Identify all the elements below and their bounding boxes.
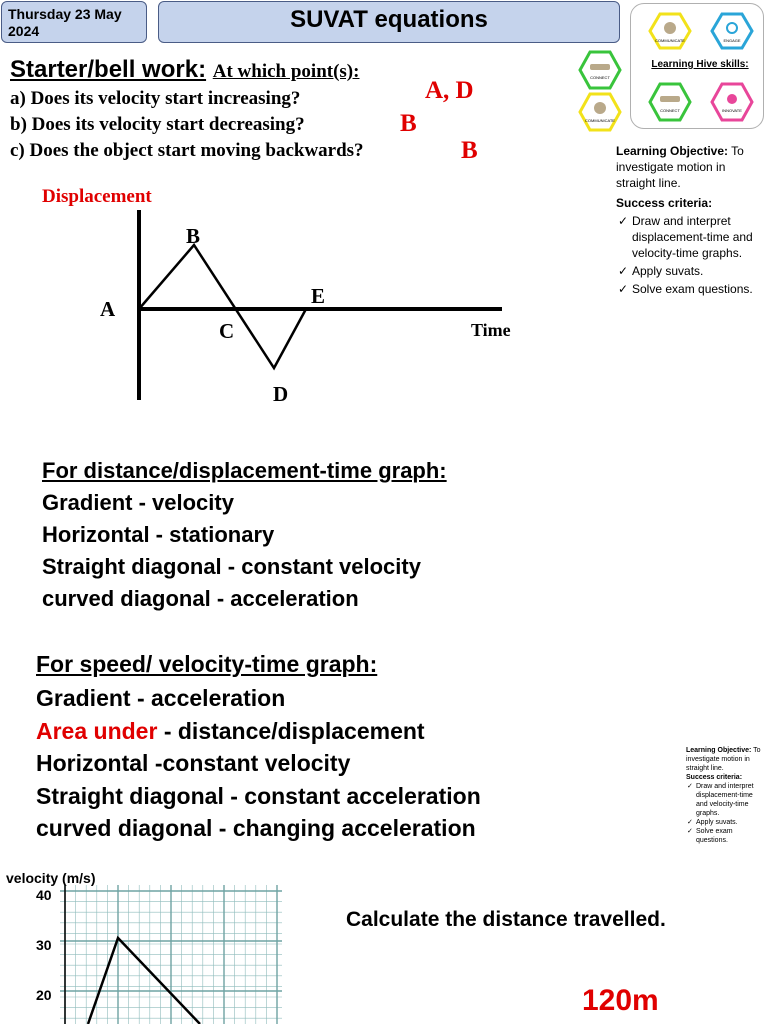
- answer-c: B: [461, 137, 478, 164]
- hive-badges: [576, 4, 766, 138]
- page-title: SUVAT equations: [290, 6, 488, 33]
- svg-text:CONNECT: CONNECT: [590, 75, 610, 80]
- point-b-label: B: [186, 224, 201, 248]
- velocity-time-grid: [60, 885, 282, 1024]
- starter-heading: [10, 56, 359, 84]
- objective-text-small: To investigate motion in straight line.: [686, 747, 761, 772]
- velocity-line: [88, 938, 200, 1024]
- displacement-line: [139, 245, 306, 368]
- date-text: Thursday 23 May 2024: [8, 6, 122, 39]
- objective-label: Learning Objective:: [616, 144, 729, 158]
- distance-time-line: Straight diagonal - constant velocity: [42, 554, 421, 579]
- learning-objective-panel: [616, 143, 764, 297]
- velocity-time-line: Gradient - acceleration: [36, 685, 286, 712]
- connect-badge-left: [580, 52, 620, 88]
- point-a-label: A: [100, 297, 116, 321]
- question-c: c) Does the object start moving backwards?: [10, 140, 364, 161]
- point-d-label: D: [273, 382, 289, 406]
- engage-badge: [712, 14, 752, 48]
- criteria-label: Success criteria:: [616, 196, 713, 210]
- velocity-time-line: Straight diagonal - constant acceleration: [36, 782, 481, 809]
- criteria-item: ✓ Apply suvats.: [632, 263, 764, 279]
- answer-text: 120m: [582, 984, 659, 1017]
- hive-label: Learning Hive skills:: [651, 59, 749, 70]
- communicate-badge-left: [580, 94, 620, 130]
- area-under-rest: - distance/displacement: [157, 717, 425, 744]
- communicate-badge: [650, 14, 690, 48]
- svg-text:INNOVATE: INNOVATE: [722, 108, 742, 113]
- distance-time-heading: For distance/displacement-time graph:: [42, 458, 447, 483]
- svg-text:COMMUNICATE: COMMUNICATE: [585, 118, 615, 123]
- criteria-item: ✓ Solve exam questions.: [632, 281, 764, 297]
- y-tick-label: 30: [36, 937, 52, 953]
- velocity-time-line: curved diagonal - changing acceleration: [36, 815, 476, 842]
- criteria-item-small: ✓ Draw and interpret displacement-time and velocity-time graphs.: [696, 782, 766, 818]
- learning-objective-small: [686, 746, 766, 845]
- criteria-item: ✓ Draw and interpret displacement-time and velocity-time graphs.: [632, 213, 764, 261]
- velocity-axis-label: velocity (m/s): [6, 870, 96, 886]
- connect-badge-right: [650, 84, 690, 120]
- criteria-item-small: ✓ Solve exam questions.: [696, 827, 766, 845]
- question-a: a) Does its velocity start increasing?: [10, 88, 301, 109]
- velocity-time-notes: [36, 648, 481, 844]
- velocity-time-heading: For speed/ velocity-time graph:: [36, 651, 378, 677]
- answer-a: A, D: [425, 77, 474, 104]
- area-under-text: Area under: [36, 717, 158, 744]
- velocity-time-line: Horizontal -constant velocity: [36, 750, 351, 777]
- objective-label-small: Learning Objective:: [686, 747, 752, 754]
- time-axis-label: Time: [471, 320, 511, 340]
- displacement-axis-label: Displacement: [42, 186, 152, 207]
- point-c-label: C: [219, 319, 235, 343]
- question-b: b) Does its velocity start decreasing?: [10, 114, 305, 135]
- answer-b: B: [400, 110, 417, 137]
- objective-text: To investigate motion in straight line.: [616, 144, 744, 190]
- y-tick-label: 40: [36, 887, 52, 903]
- innovate-badge: [712, 84, 752, 120]
- svg-text:CONNECT: CONNECT: [660, 108, 680, 113]
- starter-label: Starter/bell work:: [10, 56, 207, 83]
- distance-time-line: Horizontal - stationary: [42, 522, 275, 547]
- question-text: Calculate the distance travelled.: [346, 908, 666, 931]
- distance-time-line: curved diagonal - acceleration: [42, 586, 359, 611]
- starter-prompt: At which point(s):: [212, 61, 360, 82]
- point-e-label: E: [311, 284, 326, 308]
- criteria-item-small: ✓ Apply suvats.: [696, 818, 766, 827]
- velocity-time-area-line: [36, 715, 481, 747]
- distance-time-notes: [42, 455, 447, 615]
- svg-text:ENGAGE: ENGAGE: [723, 38, 741, 43]
- svg-text:COMMUNICATE: COMMUNICATE: [655, 38, 685, 43]
- criteria-label-small: Success criteria:: [686, 774, 743, 781]
- y-tick-label: 20: [36, 987, 52, 1003]
- distance-time-line: Gradient - velocity: [42, 490, 234, 515]
